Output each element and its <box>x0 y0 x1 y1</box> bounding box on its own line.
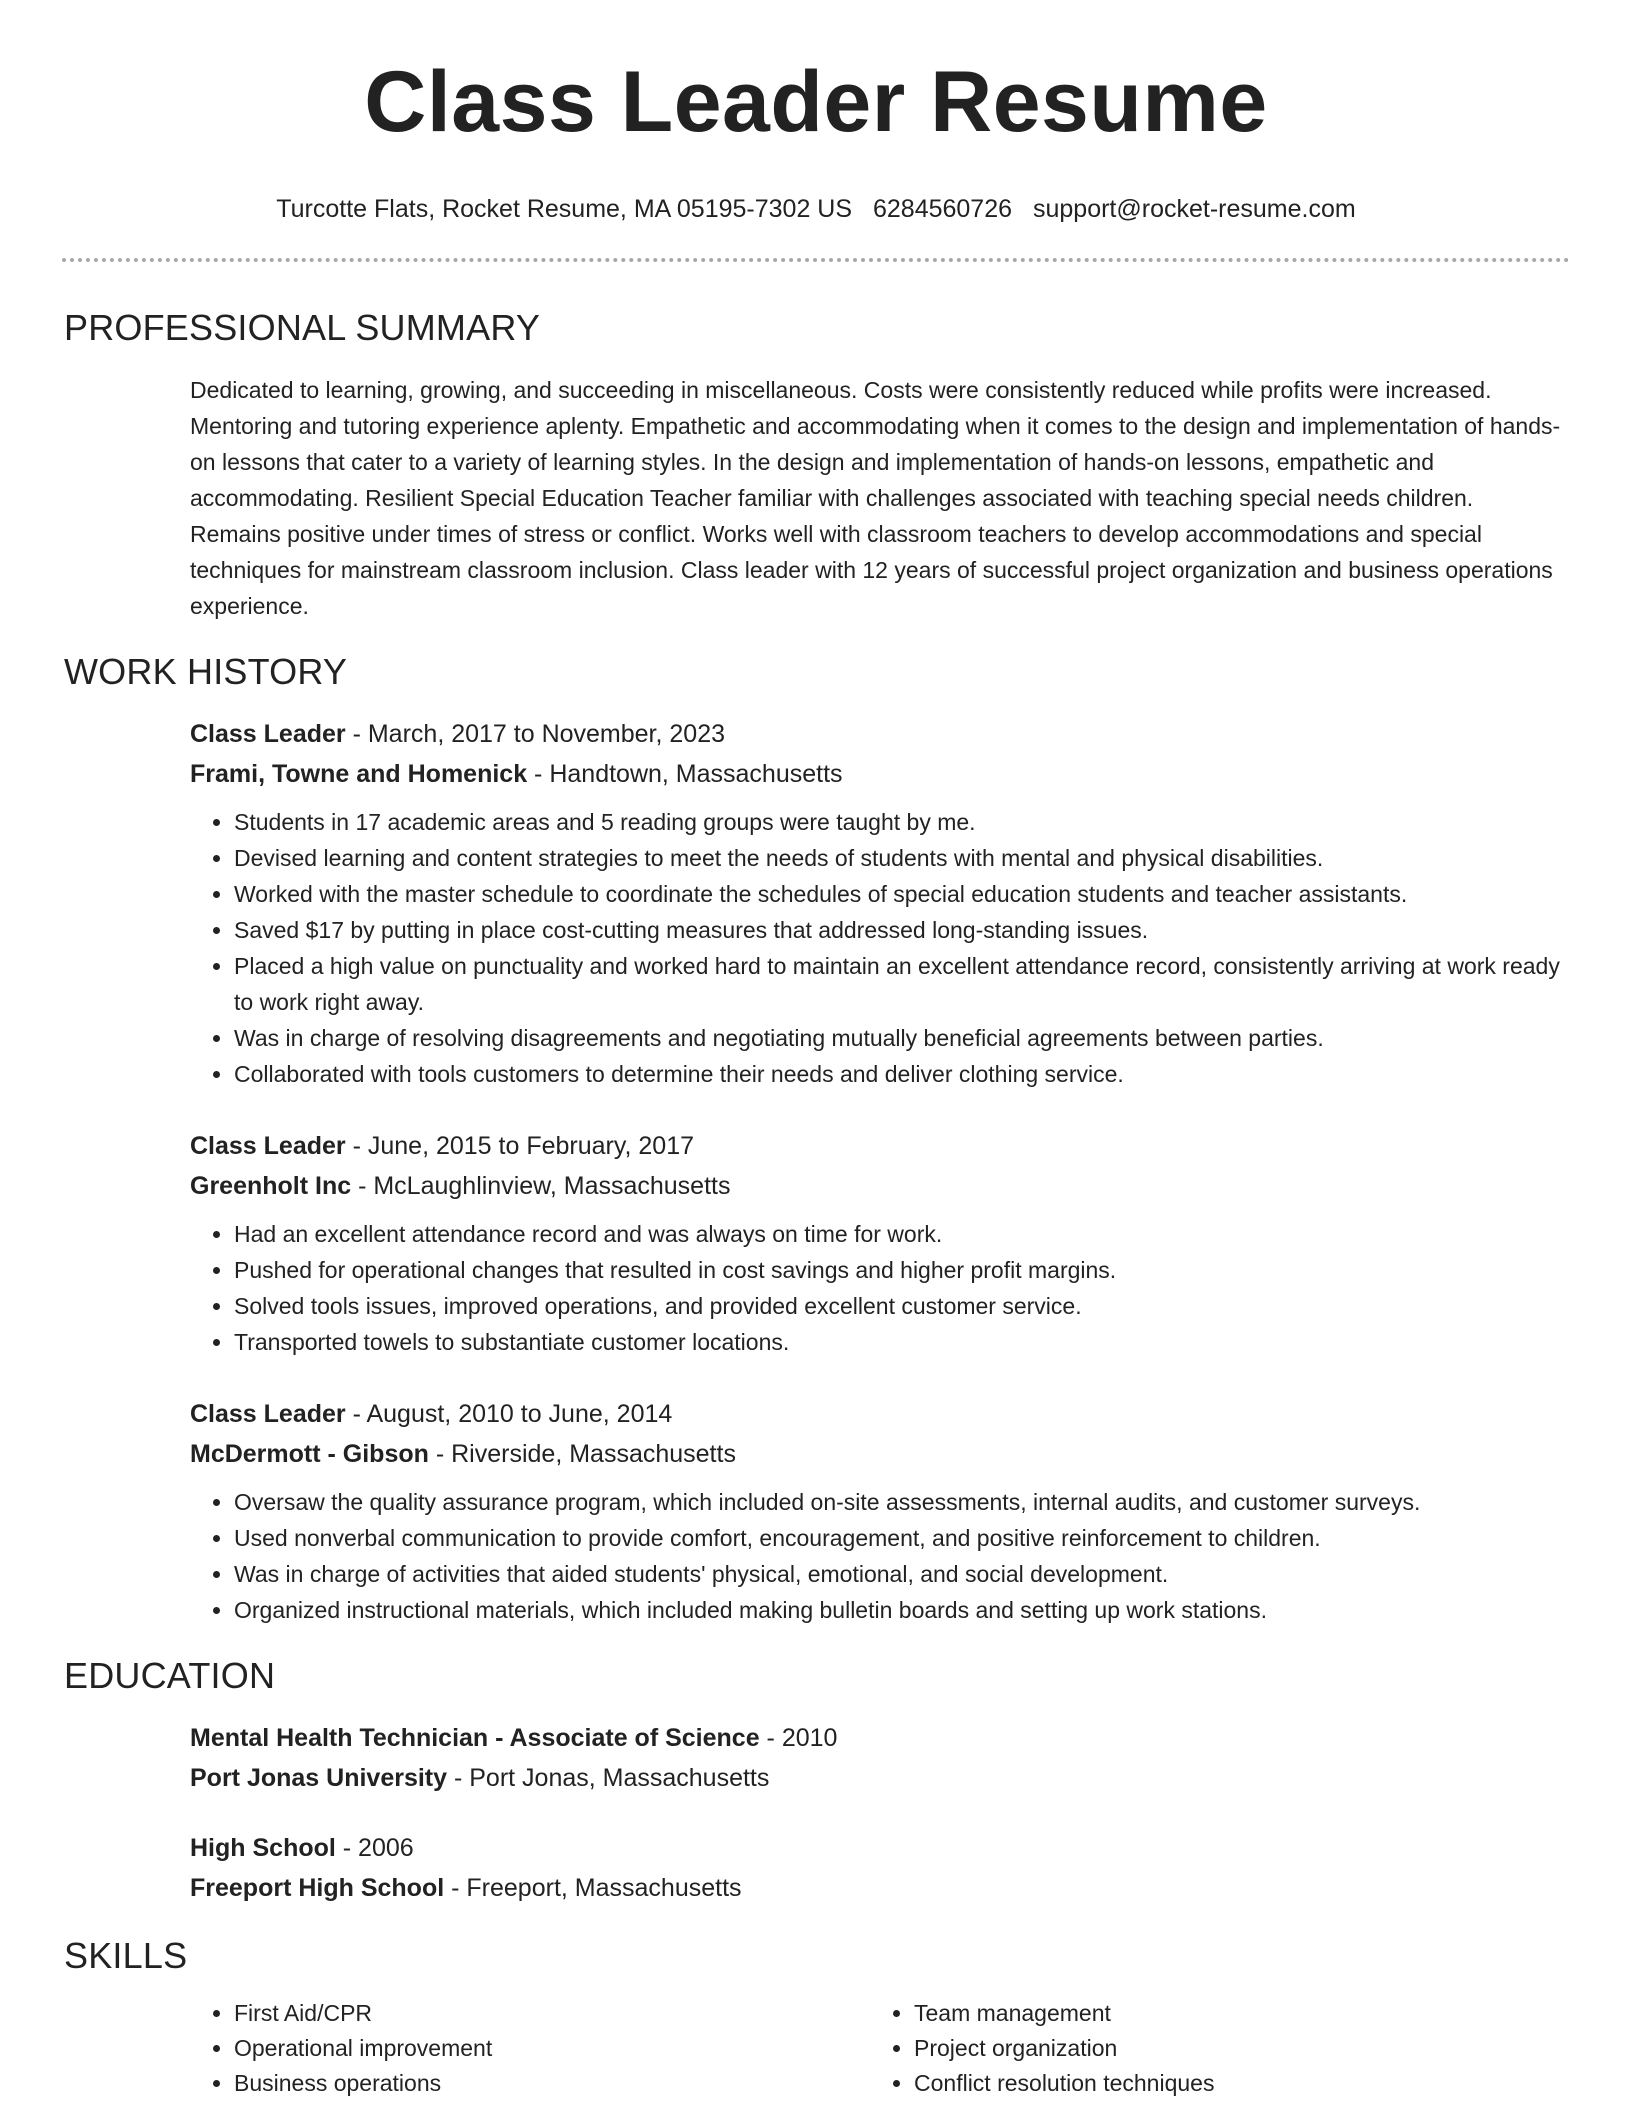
skills-heading: SKILLS <box>64 1935 188 1976</box>
job-title: Class Leader <box>190 1132 346 1160</box>
education-entry <box>190 1828 1570 1908</box>
education-section <box>64 1654 1570 1908</box>
list-item: • First Aid/CPR <box>234 1996 870 2031</box>
job-company-line <box>190 1434 1570 1474</box>
list-item: • Was in charge of resolving disagreements and negotiating mutually beneficial agreements between parties. <box>234 1020 1570 1056</box>
education-heading: EDUCATION <box>64 1655 276 1696</box>
school-line <box>190 1758 1570 1798</box>
skills-column-right <box>870 1996 1550 2101</box>
school-location: - Freeport, Massachusetts <box>444 1874 742 1902</box>
school: Port Jonas University <box>190 1764 448 1792</box>
work-section <box>64 650 1570 1628</box>
list-item: • Worked with the master schedule to coordinate the schedules of special education students and teacher assistants. <box>234 876 1570 912</box>
summary-text: Dedicated to learning, growing, and succeeding in miscellaneous. Costs were consistently reduced while profits were increased. Mentoring and tutoring experience aplenty. Empathetic and accommodating when it comes to the design and implementation of hands-on lessons that cater to a variety of learning styles. In the design and implementation of hands-on lessons, empathetic and accommodating. Resilient Special Education Teacher familiar with challenges associated with teaching special needs children. Remains positive under times of stress or conflict. Works well with classroom teachers to develop accommodations and special techniques for mainstream classroom inclusion. Class leader with 12 years of successful project organization and business operations experience. <box>190 377 1561 619</box>
school: Freeport High School <box>190 1874 445 1902</box>
work-body <box>190 714 1570 1628</box>
degree: High School <box>190 1834 336 1862</box>
job-entry <box>190 1394 1570 1628</box>
job-title-line <box>190 1126 1570 1166</box>
job-title-line <box>190 1394 1570 1434</box>
job-company-line <box>190 1166 1570 1206</box>
list-item: • Used nonverbal communication to provide comfort, encouragement, and positive reinforcement to children. <box>234 1520 1570 1556</box>
job-title: Class Leader <box>190 1400 346 1428</box>
job-dates: - August, 2010 to June, 2014 <box>345 1400 673 1428</box>
skills-column-left <box>190 1996 870 2101</box>
list-item: • Was in charge of activities that aided students' physical, emotional, and social development. <box>234 1556 1570 1592</box>
degree-year: - 2010 <box>759 1724 838 1752</box>
school-line <box>190 1868 1570 1908</box>
list-item: • Solved tools issues, improved operations, and provided excellent customer service. <box>234 1288 1570 1324</box>
degree-line <box>190 1828 1570 1868</box>
job-bullets <box>190 1484 1570 1628</box>
job-dates: - June, 2015 to February, 2017 <box>345 1132 695 1160</box>
resume-header <box>0 0 1632 224</box>
job-title-line <box>190 714 1570 754</box>
education-body <box>190 1718 1570 1908</box>
job-company: McDermott - Gibson <box>190 1440 429 1468</box>
job-company-line <box>190 754 1570 794</box>
list-item: • Team management <box>914 1996 1550 2031</box>
job-location: - Riverside, Massachusetts <box>428 1440 736 1468</box>
job-bullets <box>190 804 1570 1092</box>
summary-body <box>190 372 1570 624</box>
contact-line <box>0 194 1632 224</box>
list-item: • Oversaw the quality assurance program, which included on-site assessments, internal audits, and customer surveys. <box>234 1484 1570 1520</box>
skills-body <box>190 1996 1570 2101</box>
work-heading: WORK HISTORY <box>64 651 348 692</box>
list-item: • Collaborated with tools customers to determine their needs and deliver clothing service. <box>234 1056 1570 1092</box>
summary-heading: PROFESSIONAL SUMMARY <box>64 307 541 348</box>
contact-address: Turcotte Flats, Rocket Resume, MA 05195-7302 US <box>276 195 853 223</box>
skills-section <box>64 1934 1570 2101</box>
job-location: - McLaughlinview, Massachusetts <box>351 1172 731 1200</box>
job-title: Class Leader <box>190 720 346 748</box>
skills-list <box>190 1996 870 2101</box>
skills-list <box>870 1996 1550 2101</box>
summary-section <box>64 306 1570 624</box>
job-company: Greenholt Inc <box>190 1172 352 1200</box>
list-item: • Project organization <box>914 2031 1550 2066</box>
job-dates: - March, 2017 to November, 2023 <box>345 720 726 748</box>
job-entry <box>190 714 1570 1092</box>
degree: Mental Health Technician - Associate of Science <box>190 1724 760 1752</box>
list-item: • Conflict resolution techniques <box>914 2066 1550 2101</box>
contact-email: support@rocket-resume.com <box>1032 195 1356 223</box>
list-item: • Business operations <box>234 2066 870 2101</box>
list-item: • Students in 17 academic areas and 5 reading groups were taught by me. <box>234 804 1570 840</box>
list-item: • Devised learning and content strategies to meet the needs of students with mental and physical disabilities. <box>234 840 1570 876</box>
job-company: Frami, Towne and Homenick <box>190 760 528 788</box>
list-item: • Organized instructional materials, which included making bulletin boards and setting up work stations. <box>234 1592 1570 1628</box>
list-item: • Saved $17 by putting in place cost-cutting measures that addressed long-standing issues. <box>234 912 1570 948</box>
school-location: - Port Jonas, Massachusetts <box>447 1764 770 1792</box>
list-item: • Pushed for operational changes that resulted in cost savings and higher profit margins. <box>234 1252 1570 1288</box>
list-item: • Placed a high value on punctuality and worked hard to maintain an excellent attendance record, consistently arriving at work ready to work right away. <box>234 948 1570 1020</box>
list-item: • Had an excellent attendance record and was always on time for work. <box>234 1216 1570 1252</box>
degree-line <box>190 1718 1570 1758</box>
degree-year: - 2006 <box>335 1834 414 1862</box>
list-item: • Transported towels to substantiate customer locations. <box>234 1324 1570 1360</box>
header-divider <box>62 258 1570 262</box>
contact-phone: 6284560726 <box>872 195 1013 223</box>
job-location: - Handtown, Massachusetts <box>527 760 843 788</box>
job-bullets <box>190 1216 1570 1360</box>
education-entry <box>190 1718 1570 1798</box>
list-item: • Operational improvement <box>234 2031 870 2066</box>
resume-title: Class Leader Resume <box>364 54 1268 150</box>
job-entry <box>190 1126 1570 1360</box>
